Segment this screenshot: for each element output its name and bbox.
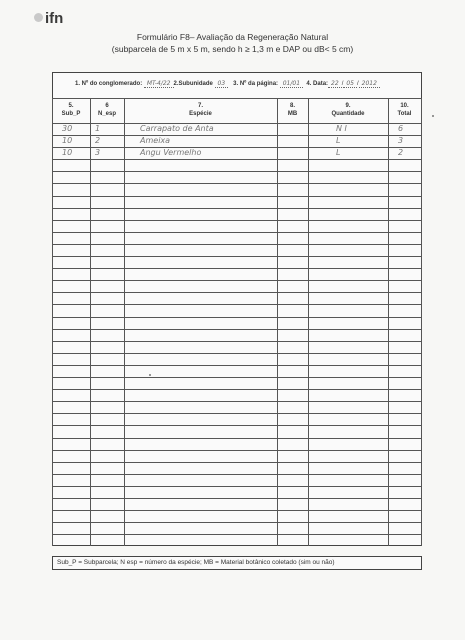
column-header-mb	[277, 102, 308, 118]
data-label: 4. Data:	[306, 81, 329, 87]
pagina-field[interactable]: 01/01	[280, 80, 303, 88]
cell-quantidade[interactable]: L	[336, 148, 341, 157]
table-row-line	[52, 329, 422, 330]
form-title-line2: (subparcela de 5 m x 5 m, sendo h ≥ 1,3 m e DAP ou dB< 5 cm)	[111, 44, 354, 54]
cell-n-esp[interactable]: 1	[95, 124, 101, 133]
scan-speck	[432, 115, 434, 117]
cell-quantidade[interactable]: N I	[336, 124, 347, 133]
cell-sub-p[interactable]: 10	[62, 148, 73, 157]
column-header-n-esp	[90, 102, 124, 118]
conglomerado-label: 1. Nº do conglomerado:	[75, 81, 143, 87]
cell-sub-p[interactable]: 10	[62, 136, 73, 145]
data-month-field[interactable]: 05	[343, 80, 357, 88]
column-name: N_esp	[97, 111, 116, 117]
table-row-line	[52, 534, 422, 535]
column-name: Total	[397, 111, 412, 117]
table-row-line	[52, 462, 422, 463]
cell-especie[interactable]: Ameixa	[140, 136, 171, 145]
table-row-line	[52, 208, 422, 209]
conglomerado-field[interactable]: MT-4/22	[144, 80, 174, 88]
pagina-label: 3. Nº da página:	[233, 81, 279, 87]
table-row-line	[52, 365, 422, 366]
table-row-line	[52, 510, 422, 511]
table-row-line	[52, 377, 422, 378]
table-row-line	[52, 232, 422, 233]
subunidade-field[interactable]: 03	[215, 80, 229, 88]
ifn-logo	[34, 10, 63, 27]
table-row-line	[52, 304, 422, 305]
form-title-line1: Formulário F8– Avaliação da Regeneração Natural	[136, 32, 329, 42]
column-divider	[90, 98, 91, 546]
table-row-line	[52, 244, 422, 245]
column-name: Quantidade	[331, 111, 365, 117]
table-row-line	[52, 474, 422, 475]
column-header-especie	[124, 102, 277, 118]
column-name: Sub_P	[61, 111, 81, 117]
column-divider	[124, 98, 125, 546]
column-number: 7.	[197, 103, 203, 109]
table-row-line	[52, 256, 422, 257]
cell-quantidade[interactable]: L	[336, 136, 341, 145]
cell-total[interactable]: 2	[398, 148, 404, 157]
column-number: 6	[105, 103, 109, 109]
table-row-line	[52, 183, 422, 184]
cell-especie[interactable]: Carrapato de Anta	[140, 124, 214, 133]
table-border-left	[52, 98, 53, 546]
cell-total[interactable]: 3	[398, 136, 404, 145]
species-table	[52, 98, 422, 546]
table-row-line	[52, 147, 422, 148]
cell-n-esp[interactable]: 2	[95, 136, 101, 145]
table-border-right	[421, 98, 422, 546]
column-number: 10.	[400, 103, 409, 109]
table-row-line	[52, 317, 422, 318]
table-row-line	[52, 292, 422, 293]
table-row-line	[52, 522, 422, 523]
table-row-line	[52, 450, 422, 451]
table-row-line	[52, 135, 422, 136]
cell-n-esp[interactable]: 3	[95, 148, 101, 157]
cell-total[interactable]: 6	[398, 124, 404, 133]
table-row-line	[52, 486, 422, 487]
table-row-line	[52, 123, 422, 124]
form-legend: Sub_P = Subparcela; N esp = número da espécie; MB = Material botânico coletado (sim ou não)	[52, 556, 422, 570]
table-row-line	[52, 389, 422, 390]
table-top-line	[52, 98, 422, 99]
cell-especie[interactable]: Angu Vermelho	[140, 148, 202, 157]
table-row-line	[52, 353, 422, 354]
cell-sub-p[interactable]: 30	[62, 124, 73, 133]
column-number: 9.	[345, 103, 351, 109]
table-row-line	[52, 498, 422, 499]
column-header-total	[388, 102, 421, 118]
table-row-line	[52, 341, 422, 342]
table-row-line	[52, 196, 422, 197]
form-title	[0, 31, 465, 55]
table-row-line	[52, 438, 422, 439]
column-name: Espécie	[189, 111, 212, 117]
column-divider	[277, 98, 278, 546]
column-number: 5.	[68, 103, 74, 109]
table-row-line	[52, 413, 422, 414]
table-row-line	[52, 268, 422, 269]
column-header-quantidade	[308, 102, 388, 118]
data-day-field[interactable]: 22	[328, 80, 342, 88]
scan-speck	[149, 374, 151, 376]
column-number: 8.	[289, 103, 295, 109]
table-row-line	[52, 401, 422, 402]
logo-text: ifn	[45, 10, 64, 27]
form-header: 1. Nº do conglomerado: MT-4/22 2.Subunidade 03 3. Nº da página: 01/01 4. Data: 22 / 05 / 2012	[75, 80, 380, 87]
column-divider	[388, 98, 389, 546]
table-row-line	[52, 220, 422, 221]
table-row-line	[52, 280, 422, 281]
column-divider	[308, 98, 309, 546]
logo-mark-icon	[34, 13, 43, 22]
table-row-line	[52, 425, 422, 426]
column-header-sub-p	[52, 102, 90, 118]
subunidade-label: 2.Subunidade	[173, 81, 213, 87]
table-row-line	[52, 159, 422, 160]
table-row-line	[52, 171, 422, 172]
data-year-field[interactable]: 2012	[359, 80, 380, 88]
column-name: MB	[287, 111, 298, 117]
